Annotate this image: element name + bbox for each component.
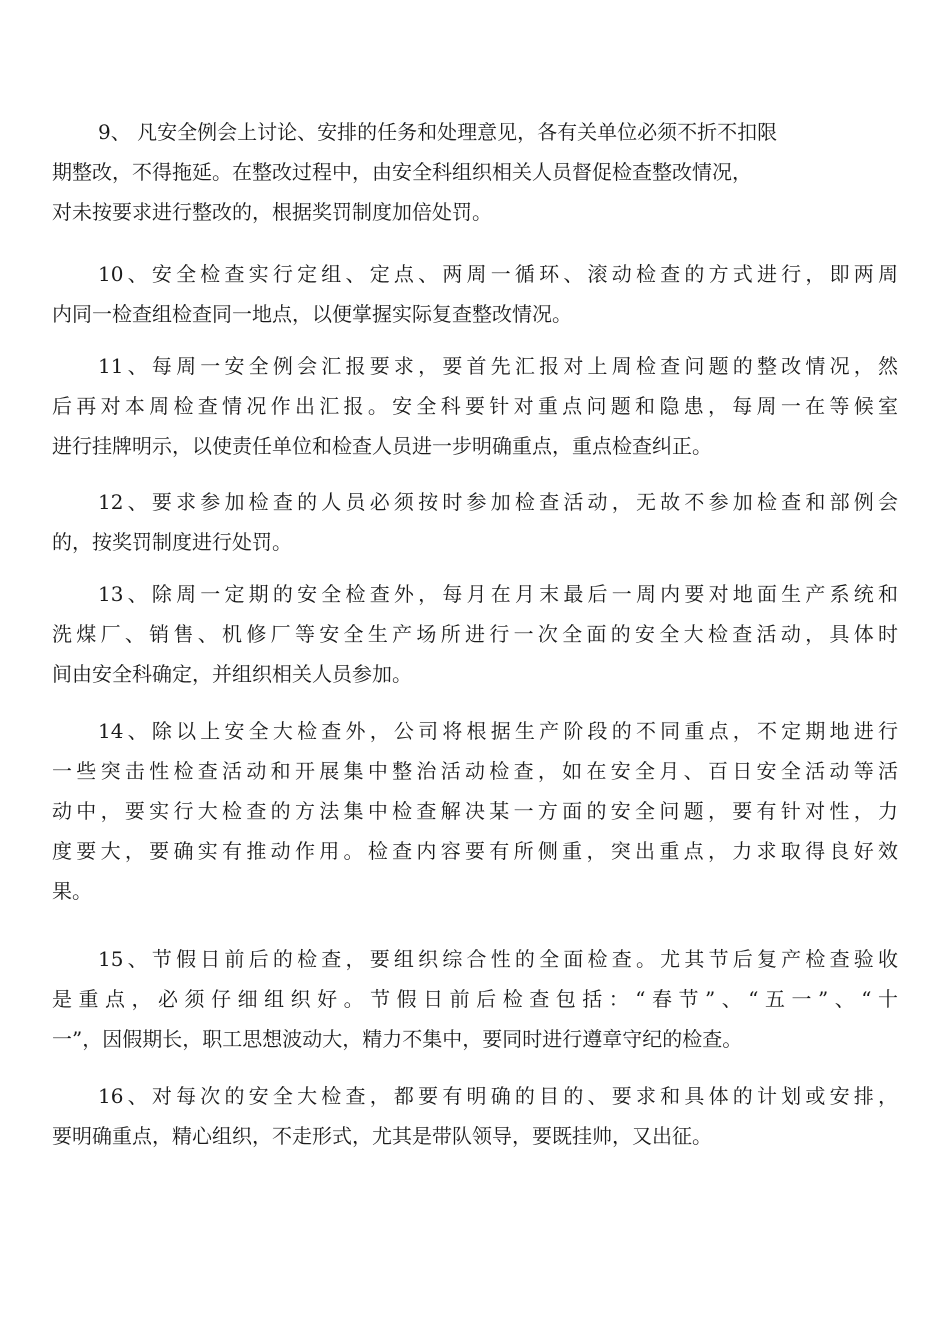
paragraph-12	[52, 482, 898, 562]
paragraph-line: 11、每周一安全例会汇报要求，要首先汇报对上周检查问题的整改情况，然	[98, 354, 898, 378]
paragraph-line: 12、要求参加检查的人员必须按时参加检查活动，无故不参加检查和部例会	[98, 490, 898, 514]
paragraph-11	[52, 346, 898, 466]
paragraph-line: 进行挂牌明示，以使责任单位和检查人员进一步明确重点，重点检查纠正。	[52, 434, 712, 458]
paragraph-line: 16、对每次的安全大检查，都要有明确的目的、要求和具体的计划或安排，	[98, 1084, 898, 1108]
paragraph-line: 洗煤厂、销售、机修厂等安全生产场所进行一次全面的安全大检查活动，具体时	[52, 622, 898, 646]
paragraph-line: 的，按奖罚制度进行处罚。	[52, 530, 292, 554]
paragraph-line: 后再对本周检查情况作出汇报。安全科要针对重点问题和隐患，每周一在等候室	[52, 394, 898, 418]
paragraph-line: 期整改，不得拖延。在整改过程中，由安全科组织相关人员督促检查整改情况，	[52, 160, 752, 184]
paragraph-line: 13、除周一定期的安全检查外，每月在月末最后一周内要对地面生产系统和	[98, 582, 898, 606]
paragraph-line: 15、节假日前后的检查，要组织综合性的全面检查。尤其节后复产检查验收	[98, 947, 898, 971]
paragraph-13	[52, 574, 898, 694]
paragraph-line: 一些突击性检查活动和开展集中整治活动检查，如在安全月、百日安全活动等活	[52, 759, 898, 783]
paragraph-line: 内同一检查组检查同一地点，以便掌握实际复查整改情况。	[52, 302, 572, 326]
paragraph-line: 是重点，必须仔细组织好。节假日前后检查包括：“春节”、“五一”、“十	[52, 987, 898, 1011]
paragraph-line: 14、除以上安全大检查外，公司将根据生产阶段的不同重点，不定期地进行	[98, 719, 898, 743]
paragraph-14	[52, 711, 898, 911]
paragraph-16	[52, 1076, 898, 1156]
paragraph-line: 一”，因假期长，职工思想波动大，精力不集中，要同时进行遵章守纪的检查。	[52, 1027, 743, 1051]
paragraph-line: 对未按要求进行整改的，根据奖罚制度加倍处罚。	[52, 200, 492, 224]
paragraph-line: 9、 凡安全例会上讨论、安排的任务和处理意见，各有关单位必须不折不扣限	[98, 120, 778, 144]
paragraph-line: 要明确重点，精心组织，不走形式，尤其是带队领导，要既挂帅，又出征。	[52, 1124, 712, 1148]
paragraph-line: 动中，要实行大检查的方法集中检查解决某一方面的安全问题，要有针对性，力	[52, 799, 898, 823]
paragraph-10	[52, 254, 898, 334]
paragraph-line: 度要大，要确实有推动作用。检查内容要有所侧重，突出重点，力求取得良好效	[52, 839, 898, 863]
paragraph-9	[52, 112, 898, 232]
paragraph-15	[52, 939, 898, 1059]
paragraph-line: 间由安全科确定，并组织相关人员参加。	[52, 662, 412, 686]
paragraph-line: 果。	[52, 879, 92, 903]
paragraph-line: 10、安全检查实行定组、定点、两周一循环、滚动检查的方式进行，即两周	[98, 262, 898, 286]
